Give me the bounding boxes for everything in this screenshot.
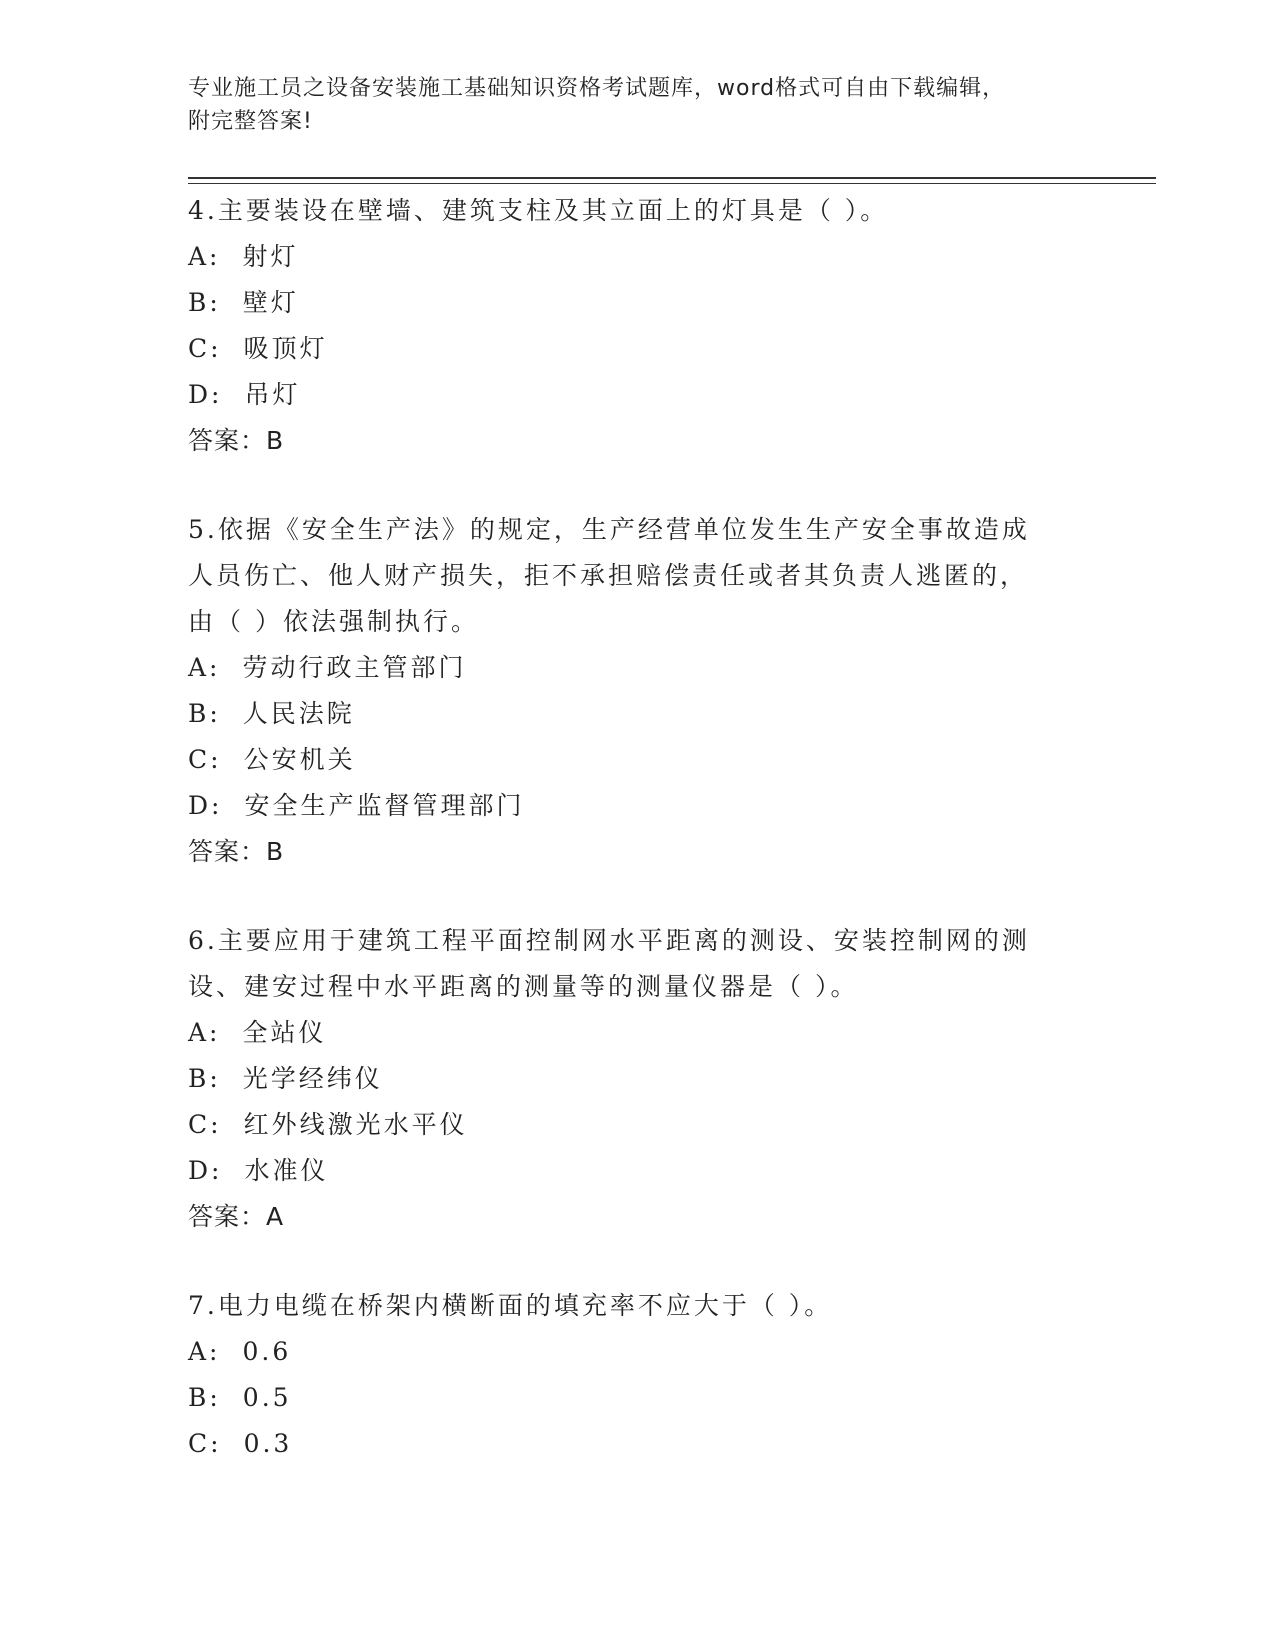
answer-option [188, 1148, 1068, 1194]
questions-list [188, 188, 1068, 1510]
option-text: 水准仪 [244, 1156, 329, 1185]
option-key: A: [188, 1337, 221, 1366]
answer-option [188, 1375, 1068, 1421]
option-key: A: [188, 653, 221, 682]
question-block [188, 918, 1068, 1240]
option-key: B: [188, 288, 221, 317]
answer-key: 答案：B [188, 426, 285, 455]
answer-option [188, 1010, 1068, 1056]
question-text-line: 6.主要应用于建筑工程平面控制网水平距离的测设、安装控制网的测 [188, 926, 1030, 955]
answer-option [188, 1329, 1068, 1375]
option-key: C: [188, 745, 222, 774]
option-text: 人民法院 [242, 699, 355, 728]
answer-option [188, 645, 1068, 691]
header-line-2: 附完整答案! [188, 109, 313, 134]
option-key: A: [188, 242, 221, 271]
answer-key: 答案：A [188, 1202, 285, 1231]
answer-option [188, 326, 1068, 372]
option-key: B: [188, 1383, 221, 1412]
option-key: D: [188, 791, 223, 820]
option-key: C: [188, 1429, 222, 1458]
answer-key: 答案：B [188, 837, 285, 866]
question-text-line: 设、建安过程中水平距离的测量等的测量仪器是（ ）。 [188, 972, 859, 1001]
answer-option [188, 280, 1068, 326]
option-text: 0.5 [242, 1383, 292, 1412]
question-text-line: 由（ ）依法强制执行。 [188, 607, 479, 636]
answer-option [188, 1421, 1068, 1467]
question-text-line: 5.依据《安全生产法》的规定，生产经营单位发生生产安全事故造成 [188, 515, 1030, 544]
question-block [188, 507, 1068, 875]
option-text: 吸顶灯 [243, 334, 328, 363]
question-block [188, 1283, 1068, 1467]
option-text: 吊灯 [244, 380, 301, 409]
option-key: A: [188, 1018, 221, 1047]
answer-option [188, 691, 1068, 737]
option-text: 光学经纬仪 [242, 1064, 383, 1093]
option-text: 射灯 [242, 242, 299, 271]
answer-option [188, 234, 1068, 280]
option-text: 劳动行政主管部门 [242, 653, 467, 682]
answer-option [188, 737, 1068, 783]
answer-option [188, 783, 1068, 829]
answer-option [188, 1102, 1068, 1148]
option-key: C: [188, 334, 222, 363]
question-text-line: 人员伤亡、他人财产损失，拒不承担赔偿责任或者其负责人逃匿的， [188, 561, 1029, 590]
option-key: C: [188, 1110, 222, 1139]
header-divider-thick [188, 177, 1156, 179]
question-text-line: 7.电力电缆在桥架内横断面的填充率不应大于（ ）。 [188, 1291, 833, 1320]
option-text: 红外线激光水平仪 [243, 1110, 468, 1139]
option-text: 公安机关 [243, 745, 356, 774]
option-text: 0.6 [242, 1337, 292, 1366]
option-text: 壁灯 [242, 288, 299, 317]
document-header [188, 72, 1068, 138]
option-text: 安全生产监督管理部门 [244, 791, 525, 820]
question-text-line: 4.主要装设在壁墙、建筑支柱及其立面上的灯具是（ ）。 [188, 196, 889, 225]
answer-option [188, 372, 1068, 418]
option-key: B: [188, 699, 221, 728]
question-block [188, 188, 1068, 464]
option-text: 0.3 [243, 1429, 293, 1458]
option-text: 全站仪 [242, 1018, 327, 1047]
option-key: D: [188, 1156, 223, 1185]
option-key: B: [188, 1064, 221, 1093]
option-key: D: [188, 380, 223, 409]
header-line-1: 专业施工员之设备安装施工基础知识资格考试题库，word格式可自由下载编辑， [188, 76, 1006, 101]
answer-option [188, 1056, 1068, 1102]
header-divider-thin [188, 183, 1156, 184]
